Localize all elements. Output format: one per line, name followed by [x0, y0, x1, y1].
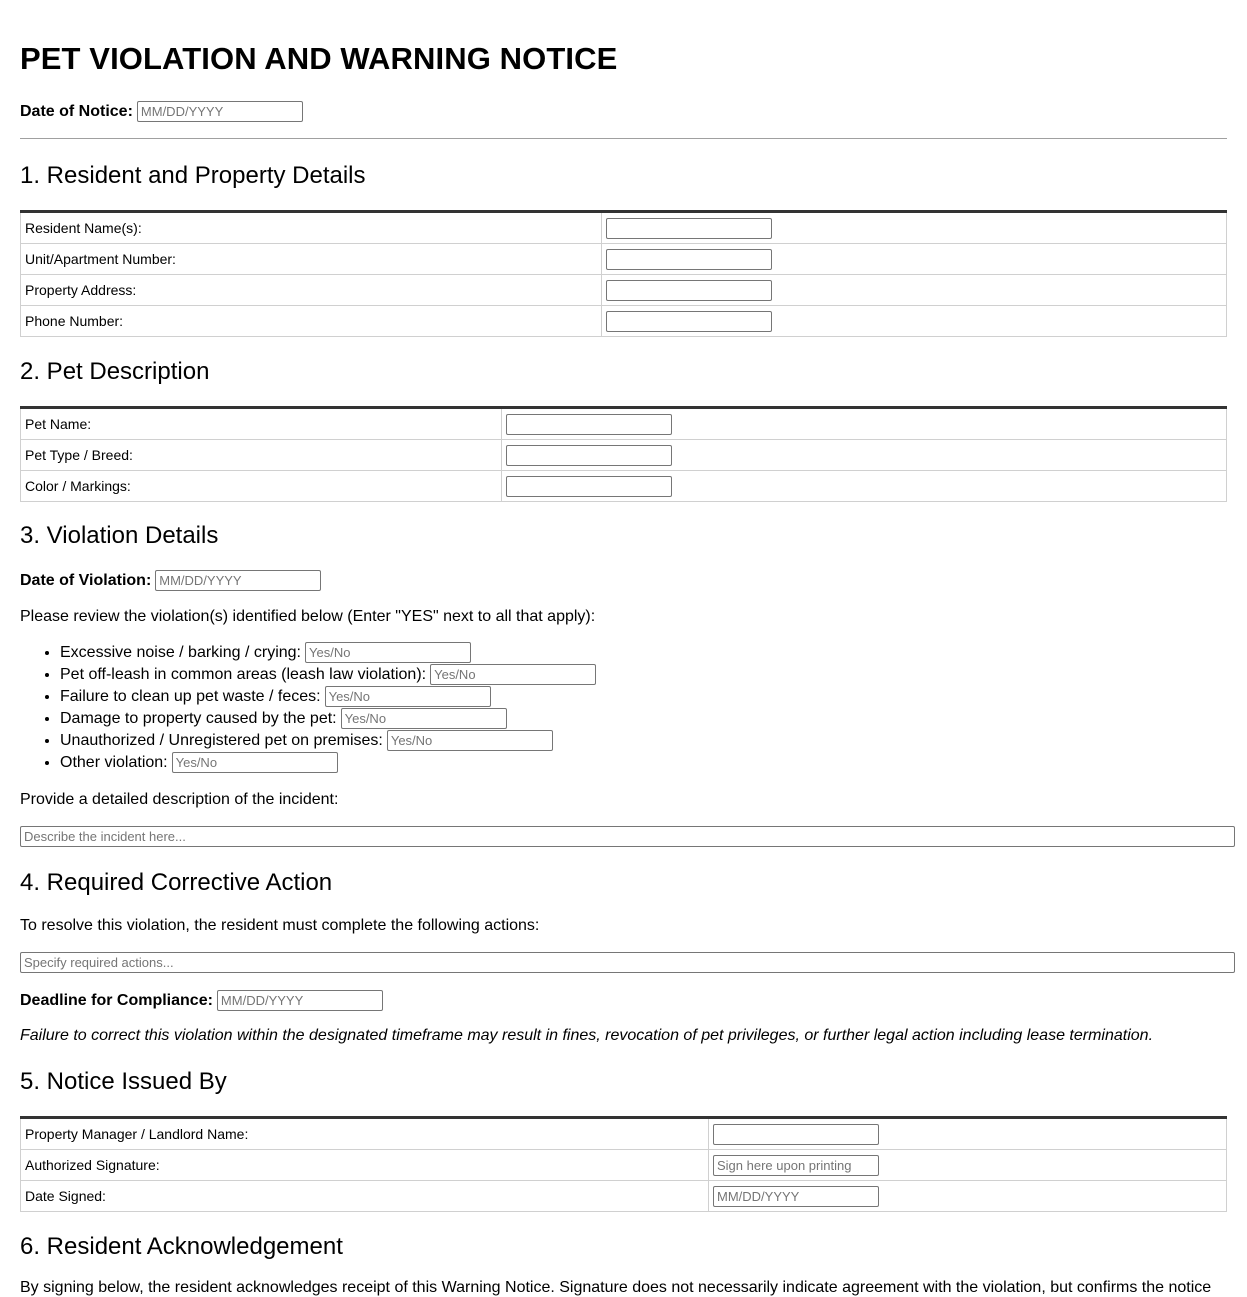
- section-2-heading: 2. Pet Description: [20, 358, 210, 385]
- page-title: PET VIOLATION AND WARNING NOTICE: [20, 41, 618, 76]
- section-1-heading: 1. Resident and Property Details: [20, 162, 366, 189]
- violation-leash-label: Pet off-leash in common areas (leash law violation):: [60, 666, 427, 683]
- pet-type-label: Pet Type / Breed:: [21, 440, 502, 471]
- table-row: [21, 1181, 1227, 1212]
- phone-number-input[interactable]: [606, 311, 772, 332]
- table-row: [21, 471, 1227, 502]
- unit-number-input[interactable]: [606, 249, 772, 270]
- violation-unauthorized-input[interactable]: [387, 730, 553, 751]
- violation-damage-label: Damage to property caused by the pet:: [60, 710, 337, 727]
- deadline-input[interactable]: [217, 990, 383, 1011]
- pet-name-input[interactable]: [506, 414, 672, 435]
- section-4-heading: 4. Required Corrective Action: [20, 869, 333, 896]
- violation-damage-input[interactable]: [341, 708, 507, 729]
- resident-name-input[interactable]: [606, 218, 772, 239]
- list-item: [60, 752, 596, 774]
- violation-noise-label: Excessive noise / barking / crying:: [60, 644, 301, 661]
- notice-issued-table: [20, 1116, 1227, 1212]
- table-row: [21, 1118, 1227, 1150]
- violation-waste-input[interactable]: [325, 686, 491, 707]
- table-row: [21, 440, 1227, 471]
- incident-description-prompt: Provide a detailed description of the incident:: [20, 791, 339, 808]
- table-row: [21, 244, 1227, 275]
- manager-name-label: Property Manager / Landlord Name:: [21, 1118, 709, 1150]
- section-6-heading: 6. Resident Acknowledgement: [20, 1233, 343, 1260]
- date-of-violation-row: [20, 570, 321, 591]
- violation-leash-input[interactable]: [430, 664, 596, 685]
- violation-noise-input[interactable]: [305, 642, 471, 663]
- signature-input[interactable]: [713, 1155, 879, 1176]
- date-of-violation-label: Date of Violation:: [20, 571, 152, 589]
- pet-description-table: [20, 406, 1227, 502]
- violation-instructions: Please review the violation(s) identified below (Enter "YES" next to all that apply):: [20, 608, 596, 625]
- date-of-violation-input[interactable]: [155, 570, 321, 591]
- pet-color-label: Color / Markings:: [21, 471, 502, 502]
- violation-waste-label: Failure to clean up pet waste / feces:: [60, 688, 321, 705]
- violation-other-label: Other violation:: [60, 754, 168, 771]
- violation-unauthorized-label: Unauthorized / Unregistered pet on premises:: [60, 732, 383, 749]
- violation-other-input[interactable]: [172, 752, 338, 773]
- table-row: [21, 408, 1227, 440]
- section-5-heading: 5. Notice Issued By: [20, 1068, 227, 1095]
- list-item: [60, 708, 596, 730]
- property-address-label: Property Address:: [21, 275, 602, 306]
- pet-type-input[interactable]: [506, 445, 672, 466]
- acknowledgement-text: By signing below, the resident acknowledges receipt of this Warning Notice. Signature does not necessarily indicate agreement with the violation, but confirms the notice: [20, 1279, 1212, 1296]
- pet-color-input[interactable]: [506, 476, 672, 497]
- table-row: [21, 1150, 1227, 1181]
- corrective-action-instructions: To resolve this violation, the resident must complete the following actions:: [20, 917, 540, 934]
- pet-name-label: Pet Name:: [21, 408, 502, 440]
- date-of-notice-row: [20, 101, 303, 122]
- date-signed-label: Date Signed:: [21, 1181, 709, 1212]
- manager-name-input[interactable]: [713, 1124, 879, 1145]
- resident-details-table: [20, 210, 1227, 337]
- date-of-notice-label: Date of Notice:: [20, 102, 133, 120]
- date-signed-input[interactable]: [713, 1186, 879, 1207]
- deadline-row: [20, 990, 383, 1011]
- warning-note: Failure to correct this violation within the designated timeframe may result in fines, revocation of pet privileges, or further legal action including lease termination.: [20, 1027, 1154, 1044]
- phone-number-label: Phone Number:: [21, 306, 602, 337]
- list-item: [60, 730, 596, 752]
- property-address-input[interactable]: [606, 280, 772, 301]
- table-row: [21, 306, 1227, 337]
- incident-description-input[interactable]: [20, 826, 1235, 847]
- signature-label: Authorized Signature:: [21, 1150, 709, 1181]
- list-item: [60, 686, 596, 708]
- section-3-heading: 3. Violation Details: [20, 522, 219, 549]
- required-actions-input[interactable]: [20, 952, 1235, 973]
- table-row: [21, 275, 1227, 306]
- table-row: [21, 212, 1227, 244]
- unit-number-label: Unit/Apartment Number:: [21, 244, 602, 275]
- deadline-label: Deadline for Compliance:: [20, 991, 213, 1009]
- header-divider: [20, 138, 1227, 139]
- list-item: [60, 664, 596, 686]
- resident-name-label: Resident Name(s):: [21, 212, 602, 244]
- violations-list: [20, 642, 596, 774]
- list-item: [60, 642, 596, 664]
- date-of-notice-input[interactable]: [137, 101, 303, 122]
